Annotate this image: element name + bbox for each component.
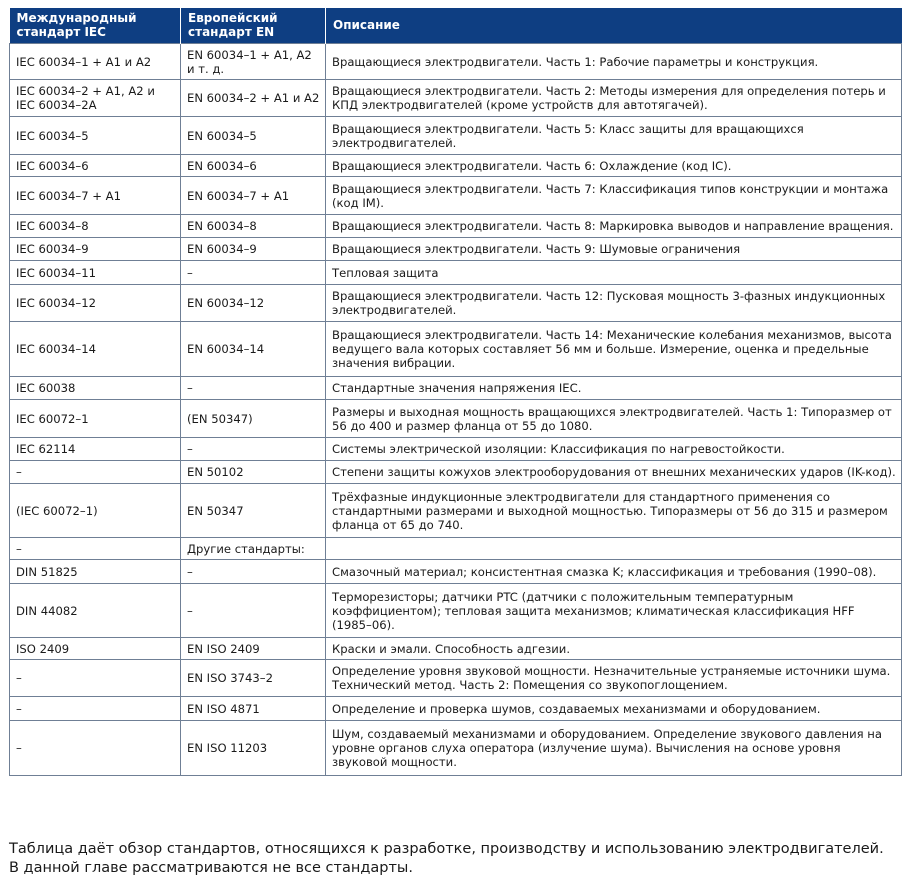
cell-en: –	[181, 560, 326, 584]
cell-description: Вращающиеся электродвигатели. Часть 9: Шумовые ограничения	[326, 238, 902, 261]
cell-en: EN ISO 4871	[181, 697, 326, 721]
cell-iec: IEC 60034–14	[10, 322, 181, 377]
cell-iec: IEC 60038	[10, 377, 181, 400]
table-row	[10, 538, 902, 560]
cell-description: Вращающиеся электродвигатели. Часть 8: Маркировка выводов и направление вращения.	[326, 215, 902, 238]
cell-description: Терморезисторы; датчики PTC (датчики с положительным температурным коэффициентом); тепловая защита механизмов; климатическая классификация HFF (1985–06).	[326, 584, 902, 638]
table-row	[10, 400, 902, 438]
cell-iec: –	[10, 538, 181, 560]
cell-description: Вращающиеся электродвигатели. Часть 1: Рабочие параметры и конструкция.	[326, 44, 902, 80]
cell-en: EN 60034–12	[181, 285, 326, 322]
header-en: Европейский стандарт EN	[181, 8, 326, 44]
cell-description: Шум, создаваемый механизмами и оборудованием. Определение звукового давления на уровне органов слуха оператора (излучение шума). Вычисления на основе уровня звуковой мощности.	[326, 721, 902, 776]
cell-iec: DIN 51825	[10, 560, 181, 584]
cell-description: Трёхфазные индукционные электродвигатели для стандартного применения со стандартными размерами и выходной мощностью. Типоразмеры от 56 до 315 и размером фланца от 65 до 740.	[326, 484, 902, 538]
table-body	[10, 44, 902, 776]
cell-description: Системы электрической изоляции: Классификация по нагревостойкости.	[326, 438, 902, 461]
cell-en: EN 60034–5	[181, 117, 326, 155]
cell-description: Стандартные значения напряжения IEC.	[326, 377, 902, 400]
cell-en: (EN 50347)	[181, 400, 326, 438]
cell-iec: IEC 60034–5	[10, 117, 181, 155]
cell-en: EN 60034–1 + A1, A2 и т. д.	[181, 44, 326, 80]
cell-en: –	[181, 438, 326, 461]
cell-iec: –	[10, 660, 181, 697]
table-row	[10, 80, 902, 117]
table-row	[10, 660, 902, 697]
table-row	[10, 215, 902, 238]
cell-description: Тепловая защита	[326, 261, 902, 285]
cell-iec: IEC 60034–11	[10, 261, 181, 285]
cell-description: Вращающиеся электродвигатели. Часть 14: Механические колебания механизмов, высота ведущего вала которых составляет 56 мм и больше. Измерение, оценка и предельные значения вибрации.	[326, 322, 902, 377]
cell-en: –	[181, 584, 326, 638]
cell-iec: IEC 60034–6	[10, 155, 181, 177]
cell-description: Краски и эмали. Способность адгезии.	[326, 638, 902, 660]
table-row	[10, 638, 902, 660]
cell-iec: DIN 44082	[10, 584, 181, 638]
header-iec: Международный стандарт IEC	[10, 8, 181, 44]
cell-en: –	[181, 261, 326, 285]
cell-en: EN ISO 11203	[181, 721, 326, 776]
cell-en: EN 60034–6	[181, 155, 326, 177]
standards-table-container	[9, 8, 901, 776]
cell-en: EN 50347	[181, 484, 326, 538]
table-row	[10, 238, 902, 261]
cell-description: Определение уровня звуковой мощности. Незначительные устраняемые источники шума. Технический метод. Часть 2: Помещения со звукопоглощением.	[326, 660, 902, 697]
cell-iec: IEC 60072–1	[10, 400, 181, 438]
table-row	[10, 721, 902, 776]
cell-en: EN 60034–8	[181, 215, 326, 238]
cell-iec: –	[10, 697, 181, 721]
table-header-row	[10, 8, 902, 44]
cell-description: Определение и проверка шумов, создаваемых механизмами и оборудованием.	[326, 697, 902, 721]
caption-line-2: В данной главе рассматриваются не все стандарты.	[9, 860, 413, 876]
cell-description: Степени защиты кожухов электрооборудования от внешних механических ударов (IK-код).	[326, 461, 902, 484]
cell-description: Вращающиеся электродвигатели. Часть 5: Класс защиты для вращающихся электродвигателей.	[326, 117, 902, 155]
cell-en: Другие стандарты:	[181, 538, 326, 560]
cell-en: EN 60034–7 + A1	[181, 177, 326, 215]
cell-en: EN 60034–9	[181, 238, 326, 261]
table-row	[10, 322, 902, 377]
table-row	[10, 697, 902, 721]
table-row	[10, 484, 902, 538]
table-row	[10, 117, 902, 155]
table-caption	[9, 840, 909, 878]
standards-table	[9, 8, 902, 776]
caption-line-1: Таблица даёт обзор стандартов, относящихся к разработке, производству и использованию электродвигателей.	[9, 841, 884, 857]
cell-description: Смазочный материал; консистентная смазка K; классификация и требования (1990–08).	[326, 560, 902, 584]
table-row	[10, 461, 902, 484]
table-row	[10, 560, 902, 584]
table-row	[10, 177, 902, 215]
cell-en: EN ISO 3743–2	[181, 660, 326, 697]
cell-iec: IEC 62114	[10, 438, 181, 461]
cell-en: EN 60034–2 + A1 и A2	[181, 80, 326, 117]
cell-description	[326, 538, 902, 560]
cell-description: Вращающиеся электродвигатели. Часть 2: Методы измерения для определения потерь и КПД электродвигателей (кроме устройств для автотягачей).	[326, 80, 902, 117]
cell-iec: IEC 60034–1 + A1 и A2	[10, 44, 181, 80]
cell-iec: IEC 60034–2 + A1, A2 и IEC 60034–2A	[10, 80, 181, 117]
cell-en: EN 60034–14	[181, 322, 326, 377]
cell-en: EN 50102	[181, 461, 326, 484]
table-row	[10, 155, 902, 177]
table-row	[10, 44, 902, 80]
cell-description: Вращающиеся электродвигатели. Часть 6: Охлаждение (код IC).	[326, 155, 902, 177]
cell-iec: (IEC 60072–1)	[10, 484, 181, 538]
cell-iec: –	[10, 461, 181, 484]
cell-description: Вращающиеся электродвигатели. Часть 12: Пусковая мощность 3-фазных индукционных электродвигателей.	[326, 285, 902, 322]
cell-iec: IEC 60034–9	[10, 238, 181, 261]
table-row	[10, 377, 902, 400]
cell-iec: ISO 2409	[10, 638, 181, 660]
table-row	[10, 285, 902, 322]
cell-iec: IEC 60034–8	[10, 215, 181, 238]
table-row	[10, 438, 902, 461]
cell-description: Размеры и выходная мощность вращающихся электродвигателей. Часть 1: Типоразмер от 56 до 400 и размер фланца от 55 до 1080.	[326, 400, 902, 438]
cell-en: EN ISO 2409	[181, 638, 326, 660]
cell-iec: –	[10, 721, 181, 776]
cell-iec: IEC 60034–7 + A1	[10, 177, 181, 215]
cell-en: –	[181, 377, 326, 400]
cell-iec: IEC 60034–12	[10, 285, 181, 322]
table-row	[10, 261, 902, 285]
table-row	[10, 584, 902, 638]
cell-description: Вращающиеся электродвигатели. Часть 7: Классификация типов конструкции и монтажа (код IM).	[326, 177, 902, 215]
header-description: Описание	[326, 8, 902, 44]
